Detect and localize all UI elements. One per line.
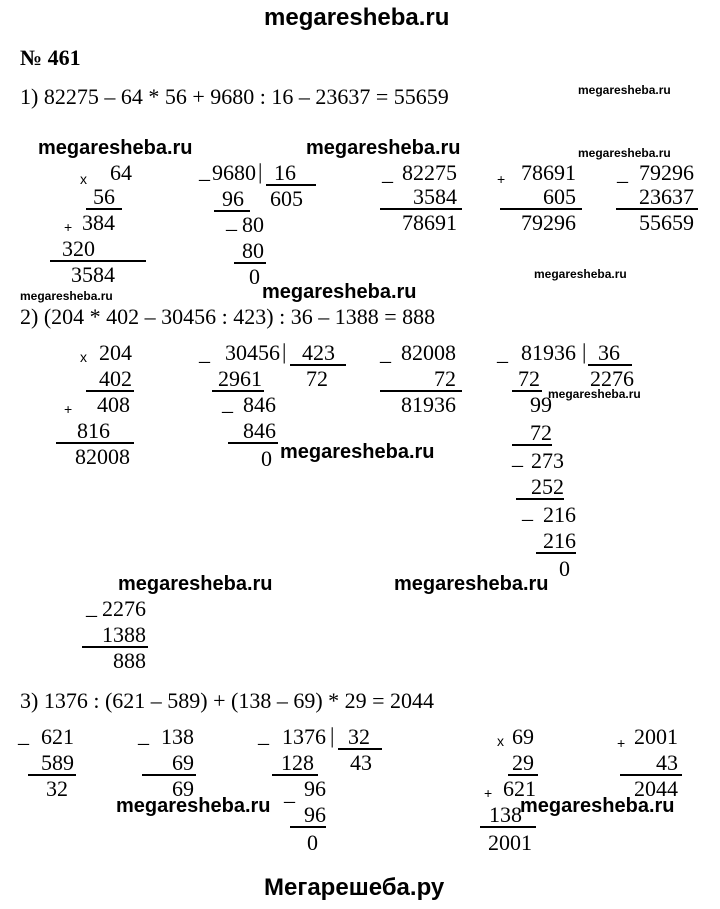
minuend: 82275 <box>402 160 457 185</box>
minus-sign: _ <box>497 340 508 365</box>
part3-equation: 3) 1376 : (621 – 589) + (138 – 69) * 29 = 2044 <box>20 688 435 713</box>
subtrahend: 252 <box>531 474 564 499</box>
minus-sign: _ <box>226 208 237 233</box>
difference: 888 <box>113 648 146 673</box>
minus-sign: _ <box>138 722 149 747</box>
minus-sign: _ <box>199 340 210 365</box>
minuend: 2276 <box>102 596 146 621</box>
minus-sign: _ <box>617 160 628 185</box>
product-result: 3584 <box>71 262 115 287</box>
watermark: megaresheba.ru <box>280 441 435 463</box>
part1-equation: 1) 82275 – 64 * 56 + 9680 : 16 – 23637 = 55659 <box>20 84 449 109</box>
watermark: megaresheba.ru <box>306 137 461 159</box>
subtrahend: 589 <box>41 750 74 775</box>
addend: 605 <box>543 184 576 209</box>
addend: 2001 <box>634 724 678 749</box>
factor: 204 <box>99 340 132 365</box>
minus-sign: _ <box>222 390 233 415</box>
partial-product: 138 <box>489 802 522 827</box>
factor: 56 <box>93 184 115 209</box>
quotient: 605 <box>270 186 303 211</box>
watermark: megaresheba.ru <box>548 387 641 401</box>
remainder: 273 <box>531 448 564 473</box>
product-result: 2001 <box>488 830 532 855</box>
minuend: 79296 <box>639 160 694 185</box>
difference: 32 <box>46 776 68 801</box>
watermark: megaresheba.ru <box>394 573 549 595</box>
minuend: 138 <box>161 724 194 749</box>
remainder: 80 <box>242 212 264 237</box>
difference: 81936 <box>401 392 456 417</box>
watermark: megaresheba.ru <box>20 289 113 303</box>
subtrahend: 3584 <box>413 184 457 209</box>
times-sign: x <box>80 349 87 365</box>
subtrahend: 96 <box>222 186 244 211</box>
remainder: 0 <box>261 446 272 471</box>
remainder: 846 <box>243 392 276 417</box>
plus-sign: + <box>484 785 493 801</box>
rule-line <box>290 826 326 828</box>
subtrahend: 69 <box>172 750 194 775</box>
plus-sign: + <box>497 171 506 187</box>
partial-product: 320 <box>62 236 95 261</box>
remainder: 96 <box>304 776 326 801</box>
subtrahend: 96 <box>304 802 326 827</box>
minus-sign: _ <box>86 594 97 619</box>
dividend: 81936 <box>521 340 576 365</box>
division-bar: | <box>582 339 587 364</box>
addend: 43 <box>656 750 678 775</box>
partial-product: 621 <box>503 776 536 801</box>
quotient: 72 <box>306 366 328 391</box>
divisor: 423 <box>302 340 335 365</box>
sum: 2044 <box>634 776 678 801</box>
watermark: megaresheba.ru <box>578 146 671 160</box>
minus-sign: _ <box>18 722 29 747</box>
rule-line <box>536 552 576 554</box>
watermark: megaresheba.ru <box>578 83 671 97</box>
divisor: 16 <box>274 160 296 185</box>
minus-sign: _ <box>199 158 210 183</box>
minus-sign: _ <box>522 498 533 523</box>
watermark: megaresheba.ru <box>116 795 271 817</box>
site-header: megaresheba.ru <box>264 4 450 31</box>
difference: 55659 <box>639 210 694 235</box>
difference: 69 <box>172 776 194 801</box>
part2-equation: 2) (204 * 402 – 30456 : 423) : 36 – 1388 = 888 <box>20 304 436 329</box>
minus-sign: _ <box>258 722 269 747</box>
factor: 64 <box>110 160 132 185</box>
quotient: 2276 <box>590 366 634 391</box>
watermark: megaresheba.ru <box>118 573 273 595</box>
site-footer: Мегарешеба.ру <box>264 874 445 901</box>
minus-sign: _ <box>512 444 523 469</box>
divisor: 32 <box>348 724 370 749</box>
plus-sign: + <box>64 401 73 417</box>
watermark: megaresheba.ru <box>38 137 193 159</box>
dividend: 1376 <box>282 724 326 749</box>
subtrahend: 128 <box>281 750 314 775</box>
subtrahend: 72 <box>530 420 552 445</box>
rule-line <box>228 442 278 444</box>
quotient: 43 <box>350 750 372 775</box>
division-bar: | <box>330 723 335 748</box>
plus-sign: + <box>64 219 73 235</box>
dividend: 9680 <box>212 160 256 185</box>
factor: 29 <box>512 750 534 775</box>
minus-sign: _ <box>380 340 391 365</box>
times-sign: x <box>80 171 87 187</box>
minus-sign: _ <box>284 780 295 805</box>
factor: 402 <box>99 366 132 391</box>
subtrahend: 2961 <box>218 366 262 391</box>
product-result: 82008 <box>75 444 130 469</box>
subtrahend: 1388 <box>102 622 146 647</box>
remainder: 99 <box>530 392 552 417</box>
subtrahend: 80 <box>242 238 264 263</box>
minuend: 82008 <box>401 340 456 365</box>
divisor: 36 <box>598 340 620 365</box>
remainder: 0 <box>307 830 318 855</box>
division-bar: | <box>258 159 263 184</box>
addend: 78691 <box>521 160 576 185</box>
times-sign: x <box>497 733 504 749</box>
subtrahend: 72 <box>518 366 540 391</box>
remainder: 0 <box>559 556 570 581</box>
partial-product: 408 <box>97 392 130 417</box>
partial-product: 816 <box>77 418 110 443</box>
minus-sign: _ <box>382 160 393 185</box>
rule-line <box>480 826 536 828</box>
subtrahend: 846 <box>243 418 276 443</box>
difference: 78691 <box>402 210 457 235</box>
factor: 69 <box>512 724 534 749</box>
partial-product: 384 <box>82 210 115 235</box>
watermark: megaresheba.ru <box>262 281 417 303</box>
remainder: 216 <box>543 502 576 527</box>
division-bar: | <box>282 339 287 364</box>
plus-sign: + <box>617 735 626 751</box>
dividend: 30456 <box>225 340 280 365</box>
problem-number: № 461 <box>20 45 81 70</box>
watermark: megaresheba.ru <box>520 795 675 817</box>
subtrahend: 72 <box>434 366 456 391</box>
subtrahend: 23637 <box>639 184 694 209</box>
minuend: 621 <box>41 724 74 749</box>
subtrahend: 216 <box>543 528 576 553</box>
watermark: megaresheba.ru <box>534 267 627 281</box>
sum: 79296 <box>521 210 576 235</box>
remainder: 0 <box>249 264 260 289</box>
